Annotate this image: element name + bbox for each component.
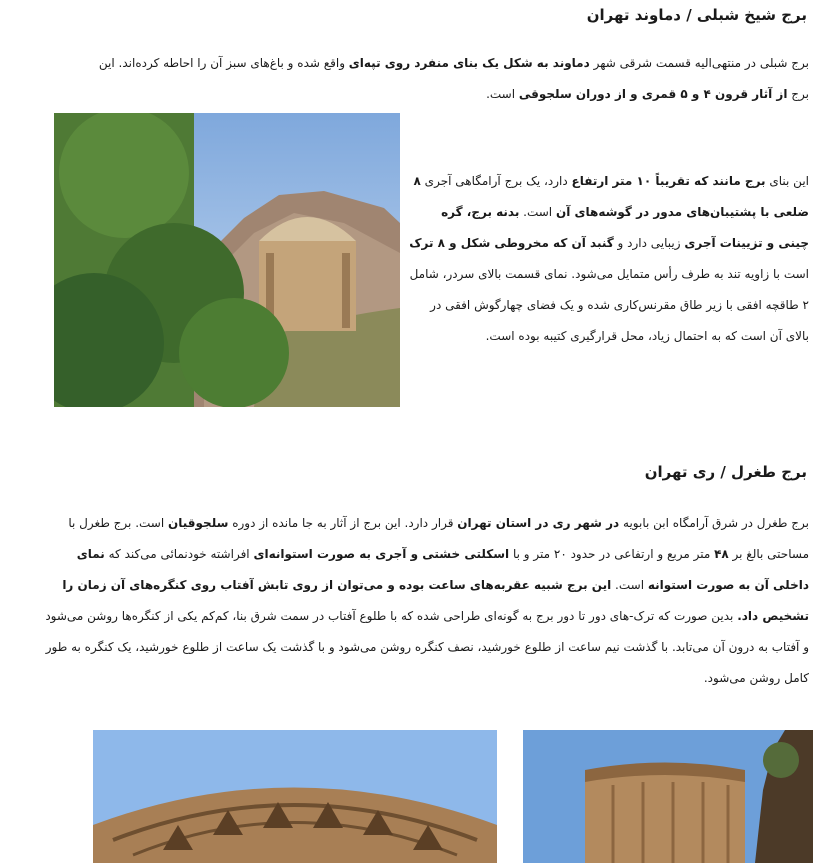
text-run: است. bbox=[486, 87, 519, 101]
sheikh-shebli-tower-photo bbox=[54, 113, 400, 407]
text-run: برج شبلی در منتهی‌الیه قسمت شرقی شهر bbox=[589, 56, 809, 70]
text-run: برج مانند که تقریباً ۱۰ متر ارتفاع bbox=[571, 174, 766, 188]
text-run: دارد، یک برج آرامگاهی آجری bbox=[420, 174, 572, 188]
section2-paragraph1 bbox=[39, 508, 809, 694]
text-run: برج طغرل در شرق آرامگاه ابن بابویه bbox=[619, 516, 809, 530]
text-run: زیبایی دارد و bbox=[613, 236, 685, 250]
text-run: ۴۸ bbox=[714, 547, 729, 561]
section1-paragraph1 bbox=[95, 48, 809, 110]
text-run: است با زاویه تند به طرف رأس متمایل می‌شود. نمای قسمت بالای سردر، شامل ۲ طاقچه افقی با زیر طاق مقرنس‌کاری شده و یک فضای چهارگوش افقی در بالای آن است که به احتمال زیاد، محل قرارگیری کتیبه بوده است. bbox=[409, 267, 809, 343]
text-run: قرار دارد. این برج از آثار به جا مانده از دوره bbox=[228, 516, 458, 530]
text-run: اسکلتی خشتی و آجری به صورت استوانه‌ای bbox=[253, 547, 510, 561]
text-run: دماوند به شکل یک بنای منفرد روی تپه‌ای bbox=[348, 56, 590, 70]
text-run: متر مربع و ارتفاعی در حدود ۲۰ متر و با bbox=[509, 547, 715, 561]
text-run: گنبد آن که مخروطی شکل و ۸ ترک bbox=[409, 236, 614, 250]
toghrol-tower-dome-photo bbox=[93, 730, 497, 863]
text-run: در شهر ری در استان تهران bbox=[457, 516, 620, 530]
text-run: است. برج طغرل با مساحتی بالغ بر bbox=[68, 516, 809, 561]
text-run: نمای داخلی آن به صورت استوانه bbox=[76, 547, 809, 592]
text-run: است. bbox=[519, 205, 556, 219]
section1-title: برج شیخ شبلی / دماوند تهران bbox=[586, 6, 807, 24]
text-run: است. bbox=[611, 578, 648, 592]
toghrol-tower-photo bbox=[523, 730, 813, 863]
text-run: سلجوقیان bbox=[168, 516, 229, 530]
text-run: بدین صورت که ترک‌-های دور تا دور برج به گونه‌ای طراحی شده که با طلوع آفتاب در سمت شرق بنا، کم‌کم یکی از کنگره‌ها روشن می‌شود و آفتاب به درون آن می‌تابد. با گذشت نیم ساعت از طلوع خورشید، نصف کنگره روشن می‌شود و با گذشت یک ساعت از طلوع خورشید، یک کنگره به طور کامل روشن می‌شود. bbox=[45, 609, 809, 685]
text-run: از آثار قرون ۴ و ۵ قمری و از دوران سلجوقی bbox=[518, 87, 788, 101]
text-run: افراشته خودنمائی می‌کند که bbox=[104, 547, 254, 561]
text-run: این برج شبیه عقربه‌های ساعت بوده و می‌توان از روی تابش آفتاب روی کنگره‌های آن زمان را تشخیص داد. bbox=[62, 578, 809, 623]
section1-paragraph2 bbox=[409, 166, 809, 352]
text-run: ۸ ضلعی با پشتیبان‌های مدور در گوشه‌های آن bbox=[413, 174, 809, 219]
text-run: این بنای bbox=[765, 174, 809, 188]
section2-title: برج طغرل / ری تهران bbox=[644, 463, 807, 481]
text-run: واقع شده و باغ‌های سبز آن را احاطه کرده‌اند. این برج bbox=[98, 56, 809, 101]
text-run: بدنه برج، گره چینی و تزیینات آجری bbox=[441, 205, 809, 250]
